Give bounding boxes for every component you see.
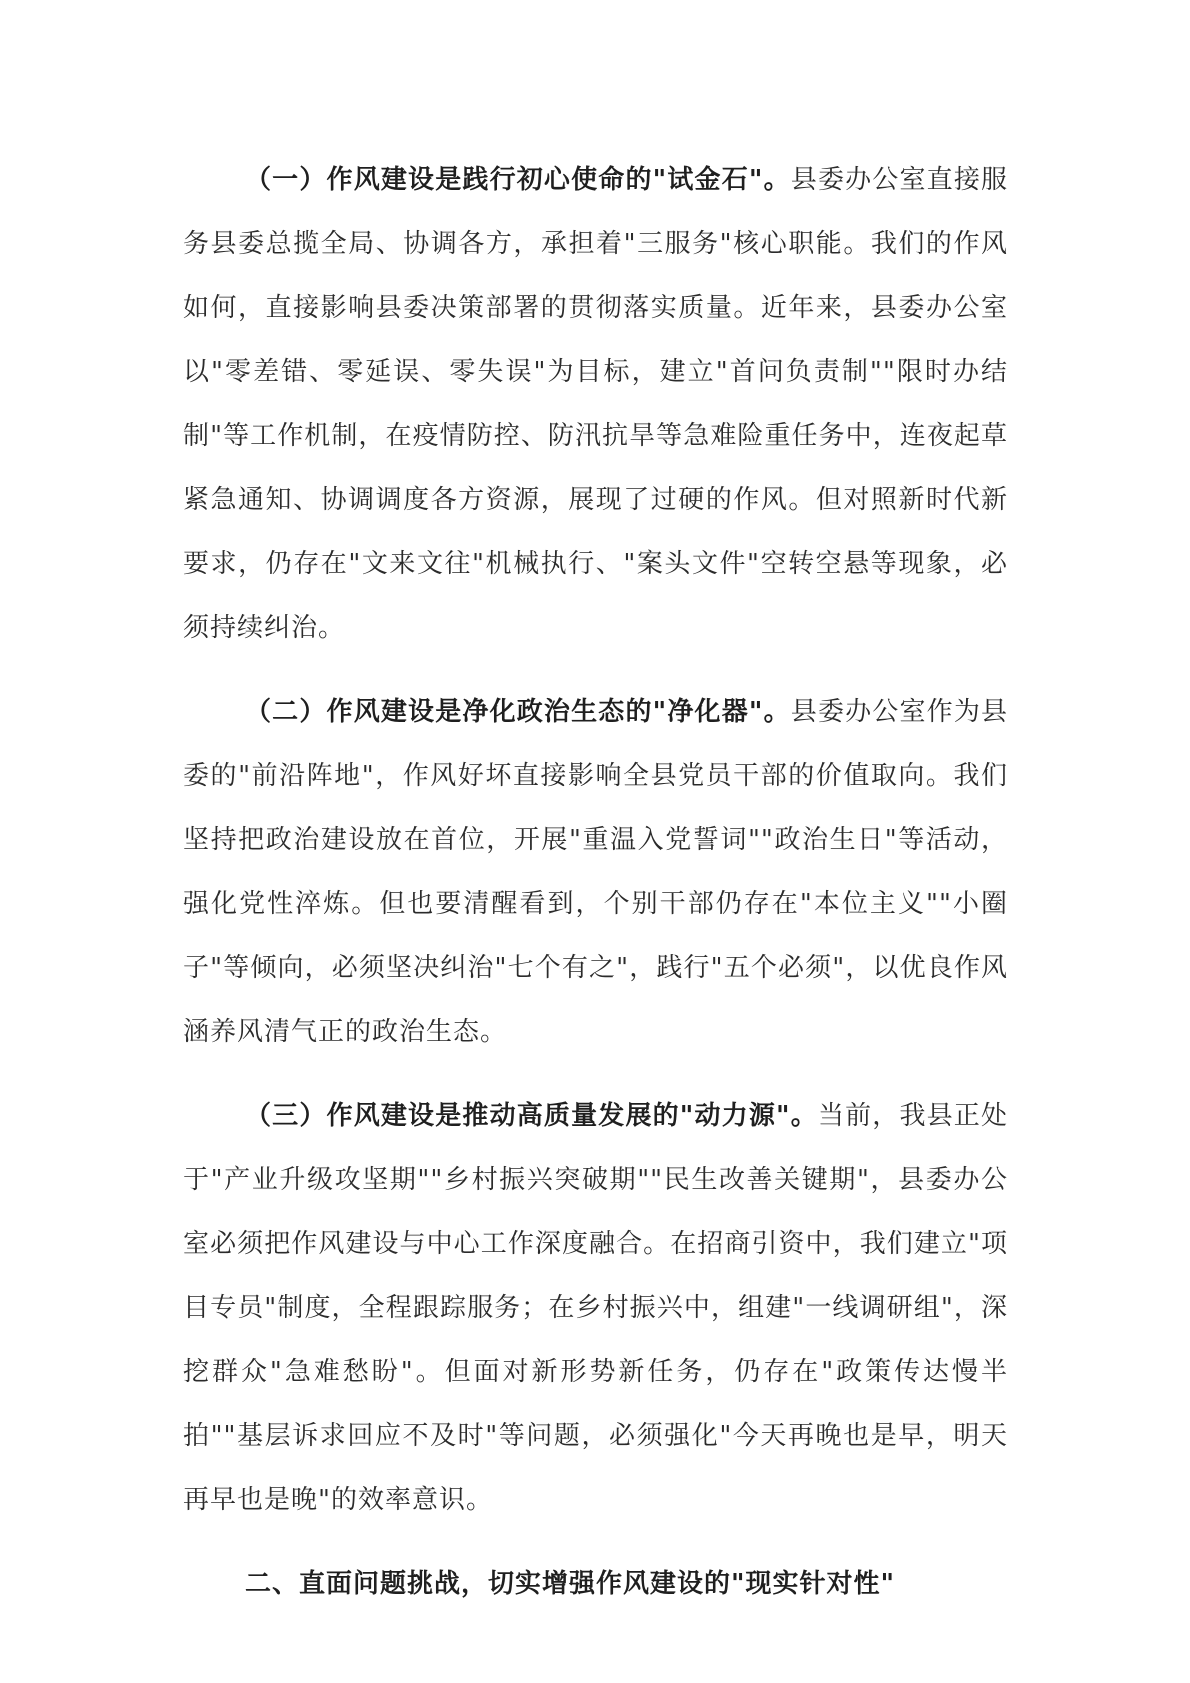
- paragraph-two-lead: （二）作风建设是净化政治生态的"净化器"。: [245, 697, 791, 727]
- paragraph-one-lead: （一）作风建设是践行初心使命的"试金石"。: [245, 165, 791, 195]
- paragraph-one-body: 县委办公室直接服务县委总揽全局、协调各方，承担着"三服务"核心职能。我们的作风如何，直接影响县委决策部署的贯彻落实质量。近年来，县委办公室以"零差错、零延误、零失误"为目标，建立"首问负责制""限时办结制"等工作机制，在疫情防控、防汛抗旱等急难险重任务中，连夜起草紧急通知、协调调度各方资源，展现了过硬的作风。但对照新时代新要求，仍存在"文来文往"机械执行、"案头文件"空转空悬等现象，必须持续纠治。: [183, 165, 1008, 643]
- paragraph-three: [183, 1084, 1008, 1532]
- section-heading: 二、直面问题挑战，切实增强作风建设的"现实针对性": [245, 1569, 896, 1599]
- paragraph-two: [183, 680, 1008, 1064]
- paragraph-three-body: 当前，我县正处于"产业升级攻坚期""乡村振兴突破期""民生改善关键期"，县委办公室必须把作风建设与中心工作深度融合。在招商引资中，我们建立"项目专员"制度，全程跟踪服务；在乡村振兴中，组建"一线调研组"，深挖群众"急难愁盼"。但面对新形势新任务，仍存在"政策传达慢半拍""基层诉求回应不及时"等问题，必须强化"今天再晚也是早，明天再早也是晚"的效率意识。: [183, 1101, 1008, 1515]
- paragraph-one: [183, 148, 1008, 660]
- paragraph-two-body: 县委办公室作为县委的"前沿阵地"，作风好坏直接影响全县党员干部的价值取向。我们坚持把政治建设放在首位，开展"重温入党誓词""政治生日"等活动，强化党性淬炼。但也要清醒看到，个别干部仍存在"本位主义""小圈子"等倾向，必须坚决纠治"七个有之"，践行"五个必须"，以优良作风涵养风清气正的政治生态。: [183, 697, 1008, 1047]
- document-body: [183, 148, 1008, 1616]
- paragraph-three-lead: （三）作风建设是推动高质量发展的"动力源"。: [245, 1101, 818, 1131]
